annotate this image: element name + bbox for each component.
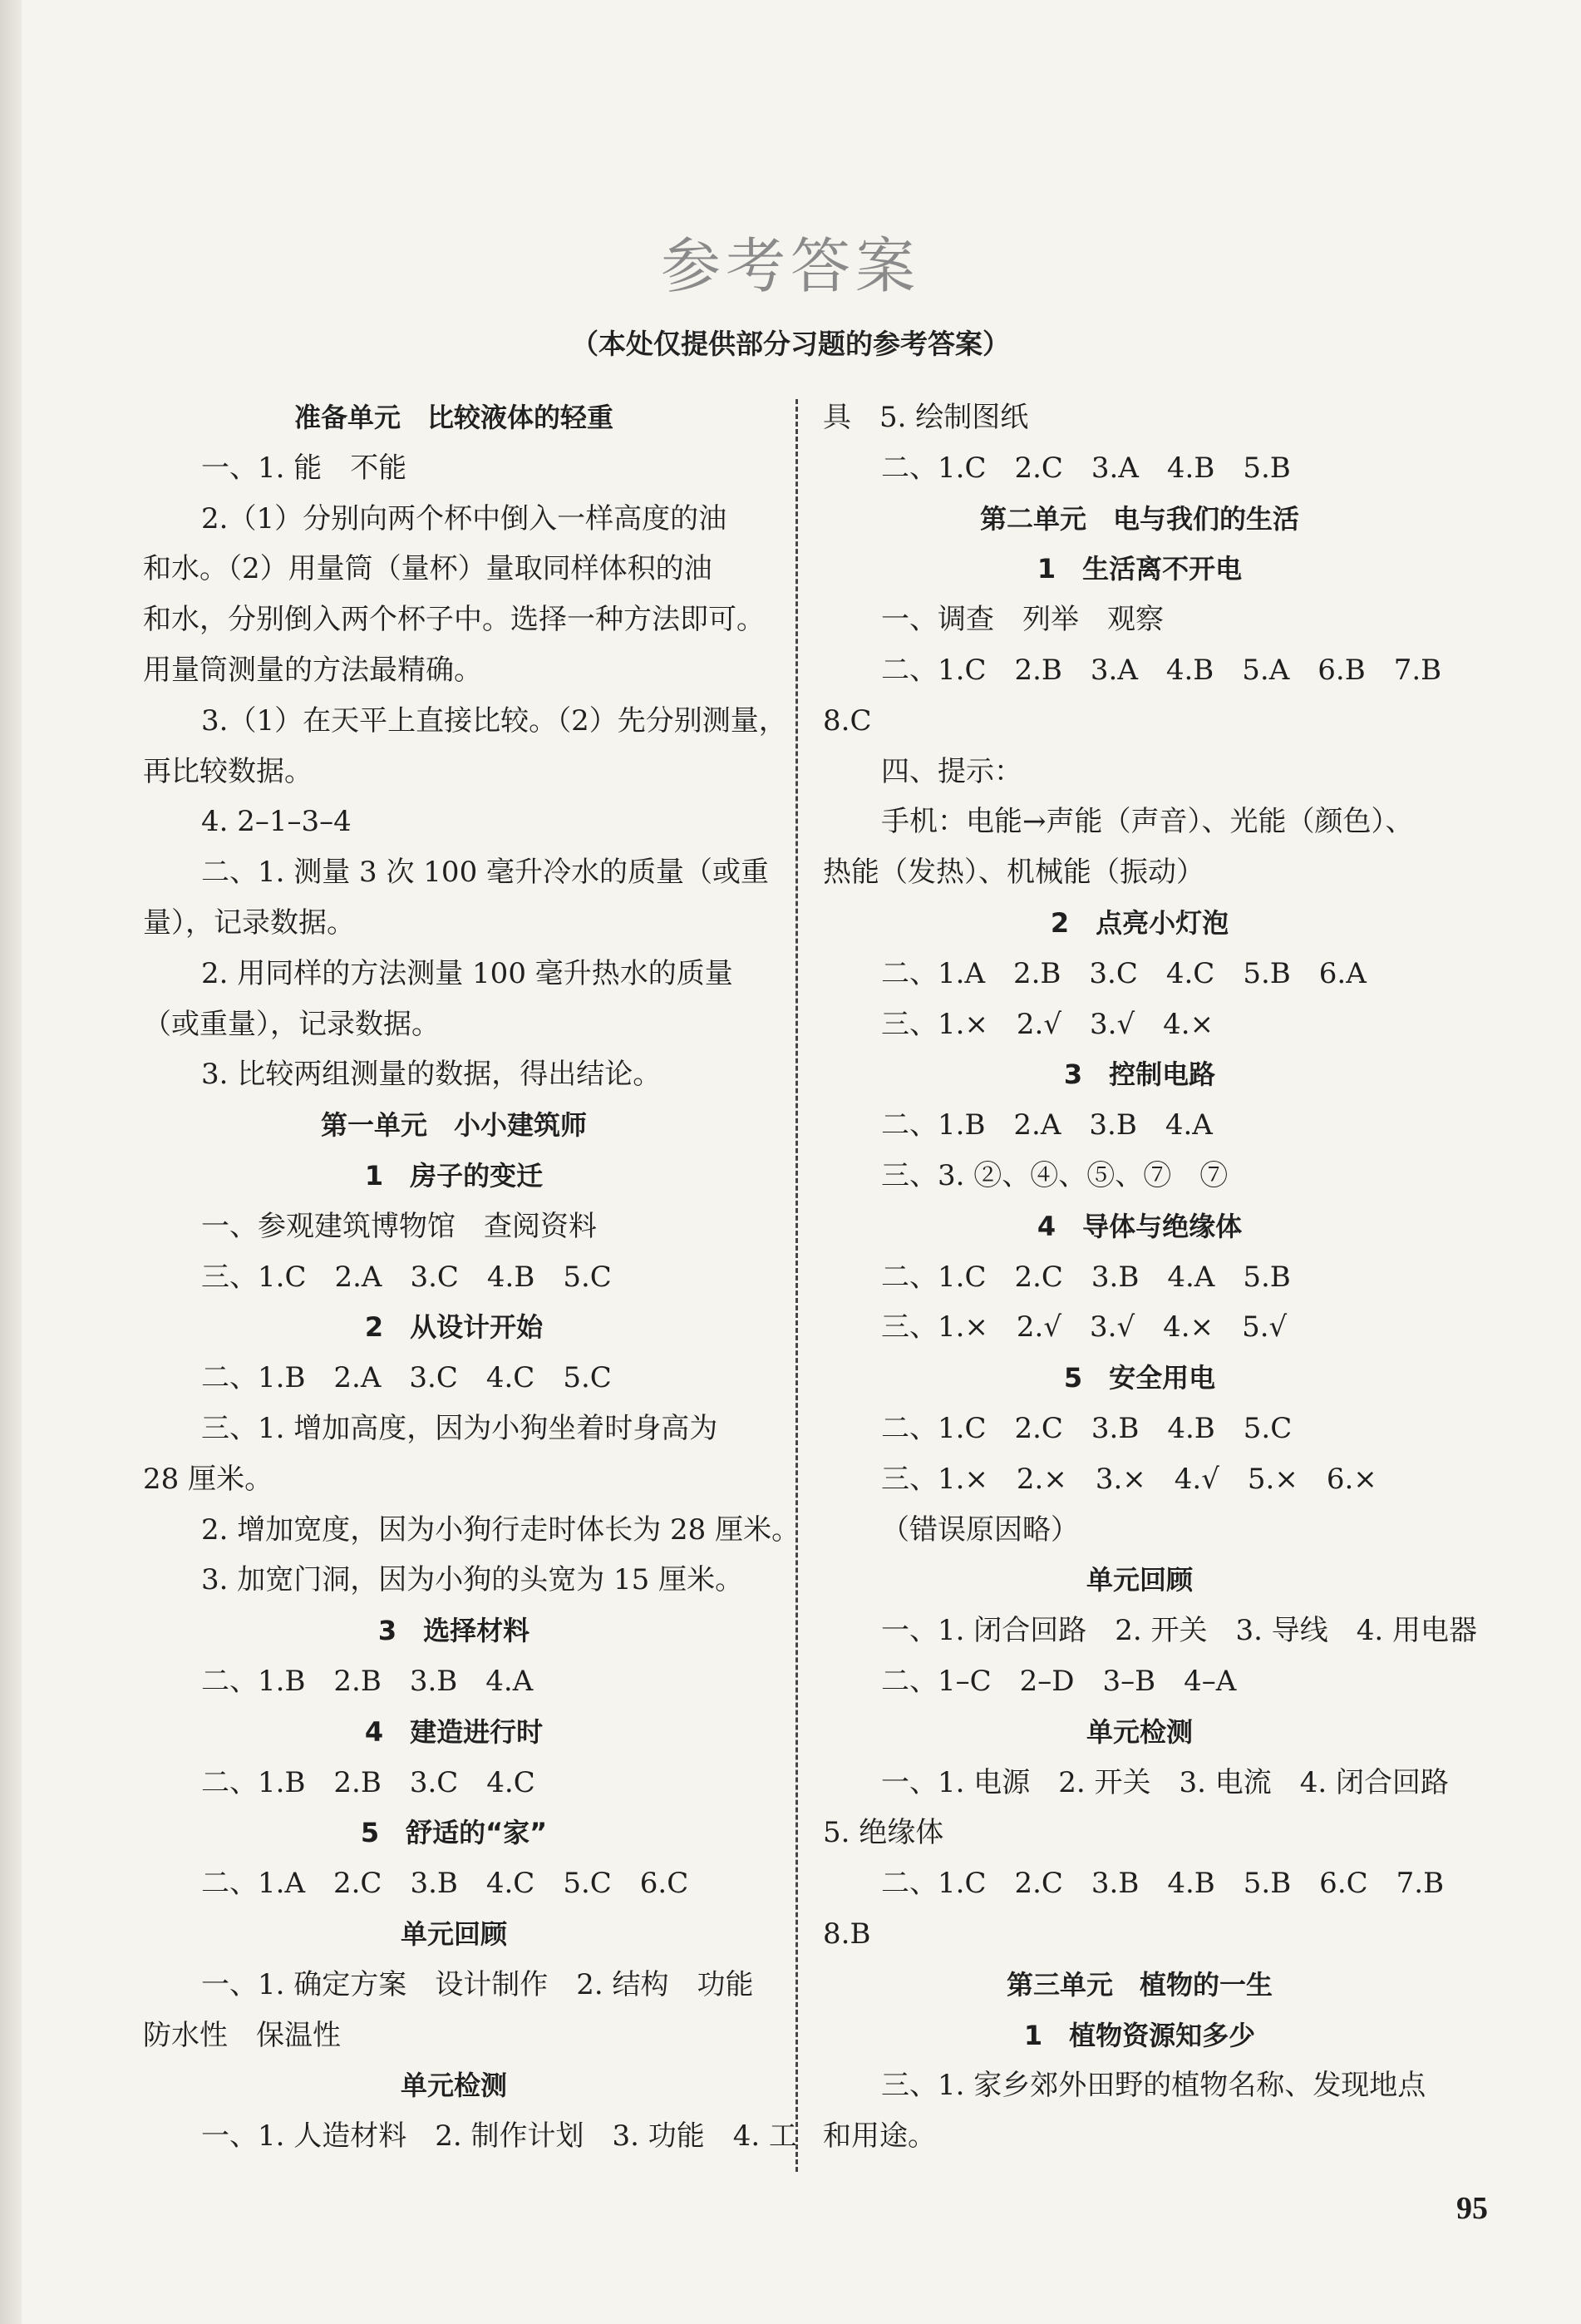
answer-line: 和水。（2）用量筒（量杯）量取同样体积的油 xyxy=(143,552,712,586)
section-heading: 3 选择材料 xyxy=(377,1615,530,1647)
section-heading: 2 点亮小灯泡 xyxy=(1050,906,1229,939)
answer-line: 一、1. 电源 2. 开关 3. 电流 4. 闭合回路 xyxy=(881,1765,1449,1799)
section-heading: 1 植物资源知多少 xyxy=(1023,2019,1256,2051)
section-heading: 5 舒适的“家” xyxy=(360,1817,548,1849)
answer-line: 防水性 保温性 xyxy=(143,2018,341,2052)
answer-line: 一、1. 能 不能 xyxy=(201,451,407,485)
section-heading: 3 控制电路 xyxy=(1063,1058,1216,1091)
answer-line: 二、1.B 2.B 3.B 4.A xyxy=(201,1664,534,1698)
answer-line: 量），记录数据。 xyxy=(143,905,355,940)
section-heading: 1 生活离不开电 xyxy=(1037,553,1243,585)
answer-line: 热能（发热）、机械能（振动） xyxy=(823,856,1204,890)
answer-line: 28 厘米。 xyxy=(143,1462,273,1496)
section-heading: 5 安全用电 xyxy=(1063,1362,1216,1394)
answer-line: 二、1.C 2.C 3.B 4.B 5.C xyxy=(881,1411,1293,1445)
answer-line: 三、1.× 2.√ 3.√ 4.× 5.√ xyxy=(881,1310,1288,1345)
answer-line: 一、调查 列举 观察 xyxy=(881,603,1164,637)
answer-line: 手机：电能→声能（声音）、光能（颜色）、 xyxy=(881,805,1414,839)
answer-line: （或重量），记录数据。 xyxy=(143,1007,440,1041)
answer-line: 二、1–C 2–D 3–B 4–A xyxy=(881,1664,1237,1698)
section-heading: 准备单元 比较液体的轻重 xyxy=(293,402,613,433)
answer-line: 三、1. 家乡郊外田野的植物名称、发现地点 xyxy=(881,2069,1426,2103)
section-heading: 2 从设计开始 xyxy=(364,1311,544,1344)
answer-line: 8.B xyxy=(823,1917,871,1951)
answer-line: 二、1.B 2.A 3.B 4.A xyxy=(881,1108,1213,1142)
answer-line: 5. 绝缘体 xyxy=(823,1816,944,1850)
answer-line: 四、提示： xyxy=(881,754,1022,788)
answer-line: 3. 加宽门洞，因为小狗的头宽为 15 厘米。 xyxy=(201,1563,744,1597)
answer-line: 二、1.B 2.A 3.C 4.C 5.C xyxy=(201,1361,612,1395)
answer-line: 二、1.B 2.B 3.C 4.C xyxy=(201,1765,535,1799)
section-heading: 单元检测 xyxy=(1086,1715,1193,1748)
page-subtitle: （本处仅提供部分习题的参考答案） xyxy=(571,328,1010,360)
section-heading: 4 导体与绝缘体 xyxy=(1037,1210,1243,1242)
answer-line: 二、1.A 2.B 3.C 4.C 5.B 6.A xyxy=(881,956,1367,990)
section-heading: 单元回顾 xyxy=(1086,1564,1193,1596)
answer-line: 二、1. 测量 3 次 100 毫升冷水的质量（或重 xyxy=(201,856,770,890)
answer-line: 具 5. 绘制图纸 xyxy=(823,401,1029,434)
left-answer-column xyxy=(143,392,800,2162)
section-heading: 第二单元 电与我们的生活 xyxy=(979,502,1299,535)
answer-line: （错误原因略） xyxy=(881,1512,1079,1547)
section-heading: 单元回顾 xyxy=(400,1917,507,1950)
answer-line: 和用途。 xyxy=(823,2119,936,2154)
answer-line: 三、3. ②、④、⑤、⑦ ⑦ xyxy=(881,1158,1229,1192)
answer-line: 一、1. 闭合回路 2. 开关 3. 导线 4. 用电器 xyxy=(881,1614,1477,1648)
answer-line: 4. 2–1–3–4 xyxy=(201,805,352,839)
section-heading: 1 房子的变迁 xyxy=(364,1159,544,1192)
answer-line: 二、1.C 2.C 3.B 4.A 5.B xyxy=(881,1260,1291,1294)
answer-line: 用量筒测量的方法最精确。 xyxy=(143,653,482,687)
section-heading: 单元检测 xyxy=(400,2070,507,2102)
answer-line: 8.C xyxy=(823,703,872,738)
answer-line: 二、1.C 2.C 3.A 4.B 5.B xyxy=(881,451,1291,485)
section-heading: 4 建造进行时 xyxy=(364,1715,544,1748)
answer-line: 2.（1）分别向两个杯中倒入一样高度的油 xyxy=(201,501,727,535)
answer-line: 三、1.× 2.× 3.× 4.√ 5.× 6.× xyxy=(881,1462,1377,1496)
answer-line: 和水，分别倒入两个杯子中。选择一种方法即可。 xyxy=(143,603,765,637)
answer-line: 一、参观建筑博物馆 查阅资料 xyxy=(201,1209,597,1243)
answer-line: 三、1.× 2.√ 3.√ 4.× xyxy=(881,1007,1214,1041)
page-title: 参考答案 xyxy=(660,231,920,301)
right-answer-column xyxy=(823,392,1477,2162)
answer-line: 一、1. 确定方案 设计制作 2. 结构 功能 xyxy=(201,1967,754,2001)
answer-line: 2. 用同样的方法测量 100 毫升热水的质量 xyxy=(201,956,733,990)
page-number: 95 xyxy=(1456,2191,1488,2226)
answer-line: 二、1.C 2.C 3.B 4.B 5.B 6.C 7.B xyxy=(881,1867,1445,1901)
answer-line: 一、1. 人造材料 2. 制作计划 3. 功能 4. 工 xyxy=(201,2119,797,2154)
answer-line: 再比较数据。 xyxy=(143,754,313,788)
column-divider xyxy=(795,399,798,2172)
answer-line: 3.（1）在天平上直接比较。（2）先分别测量， xyxy=(201,703,787,738)
answer-line: 2. 增加宽度，因为小狗行走时体长为 28 厘米。 xyxy=(201,1512,800,1547)
answer-line: 三、1. 增加高度，因为小狗坐着时身高为 xyxy=(201,1411,718,1445)
answer-line: 二、1.A 2.C 3.B 4.C 5.C 6.C xyxy=(201,1867,689,1901)
section-heading: 第三单元 植物的一生 xyxy=(1006,1968,1273,2001)
answer-line: 3. 比较两组测量的数据，得出结论。 xyxy=(201,1058,662,1092)
section-heading: 第一单元 小小建筑师 xyxy=(320,1109,587,1142)
answer-line: 二、1.C 2.B 3.A 4.B 5.A 6.B 7.B xyxy=(881,653,1442,687)
answer-line: 三、1.C 2.A 3.C 4.B 5.C xyxy=(201,1260,612,1294)
